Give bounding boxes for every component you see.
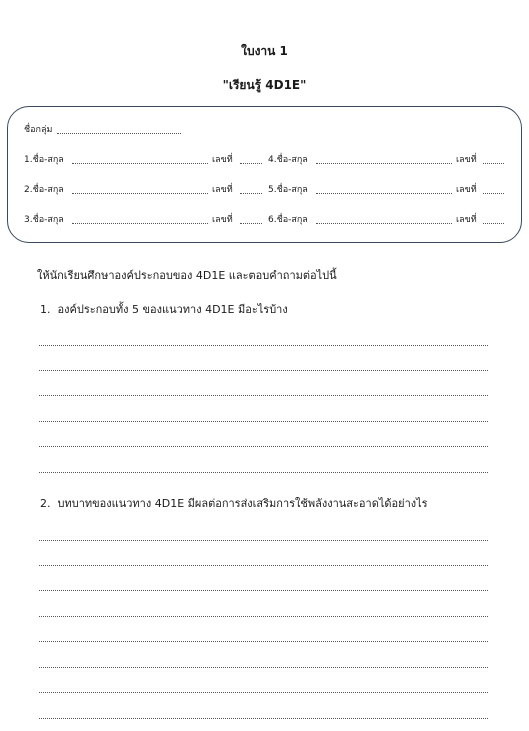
number-label: เลขที่ — [456, 155, 477, 165]
answer-line[interactable] — [39, 667, 488, 668]
question-number: 2. — [40, 497, 51, 510]
member-index: 5. — [268, 185, 277, 195]
answer-line[interactable] — [39, 616, 488, 617]
question-2 — [40, 494, 428, 512]
answer-line[interactable] — [39, 370, 488, 371]
name-label: ชื่อ-สกุล — [276, 155, 308, 165]
answer-line[interactable] — [39, 395, 488, 396]
answer-line[interactable] — [39, 565, 488, 566]
member-name-field[interactable] — [316, 223, 452, 224]
answer-line[interactable] — [39, 590, 488, 591]
member-number-field[interactable] — [240, 163, 262, 164]
member-number-field[interactable] — [240, 223, 262, 224]
worksheet-title: ใบงาน 1 — [241, 44, 288, 58]
number-label: เลขที่ — [456, 215, 477, 225]
member-number-field[interactable] — [483, 223, 504, 224]
member-index: 6. — [268, 215, 277, 225]
answer-line[interactable] — [39, 718, 488, 719]
number-label: เลขที่ — [456, 185, 477, 195]
question-number: 1. — [40, 303, 51, 316]
answer-line[interactable] — [39, 540, 488, 541]
member-number-field[interactable] — [240, 193, 262, 194]
name-label: ชื่อ-สกุล — [32, 155, 64, 165]
member-number-field[interactable] — [483, 193, 504, 194]
answer-line[interactable] — [39, 446, 488, 447]
group-name-field[interactable] — [57, 133, 181, 134]
question-1 — [40, 300, 288, 318]
group-label: ชื่อกลุ่ม — [24, 125, 53, 135]
answer-line[interactable] — [39, 421, 488, 422]
question-text: บทบาทของแนวทาง 4D1E มีผลต่อการส่งเสริมการใช้พลังงานสะอาดได้อย่างไร — [57, 497, 428, 510]
number-label: เลขที่ — [212, 185, 233, 195]
number-label: เลขที่ — [212, 155, 233, 165]
member-index: 2. — [24, 185, 33, 195]
member-name-field[interactable] — [72, 223, 208, 224]
member-name-field[interactable] — [316, 193, 452, 194]
member-name-field[interactable] — [72, 193, 208, 194]
answer-line[interactable] — [39, 345, 488, 346]
worksheet-subtitle: "เรียนรู้ 4D1E" — [222, 78, 307, 92]
name-label: ชื่อ-สกุล — [32, 215, 64, 225]
member-index: 3. — [24, 215, 33, 225]
member-number-field[interactable] — [483, 163, 504, 164]
member-name-field[interactable] — [72, 163, 208, 164]
answer-line[interactable] — [39, 692, 488, 693]
member-name-field[interactable] — [316, 163, 452, 164]
name-label: ชื่อ-สกุล — [276, 215, 308, 225]
question-text: องค์ประกอบทั้ง 5 ของแนวทาง 4D1E มีอะไรบ้าง — [57, 303, 288, 316]
member-index: 4. — [268, 155, 277, 165]
answer-line[interactable] — [39, 472, 488, 473]
name-label: ชื่อ-สกุล — [32, 185, 64, 195]
member-index: 1. — [24, 155, 33, 165]
instruction-text: ให้นักเรียนศึกษาองค์ประกอบของ 4D1E และตอบคำถามต่อไปนี้ — [37, 269, 337, 282]
name-label: ชื่อ-สกุล — [276, 185, 308, 195]
number-label: เลขที่ — [212, 215, 233, 225]
answer-line[interactable] — [39, 641, 488, 642]
